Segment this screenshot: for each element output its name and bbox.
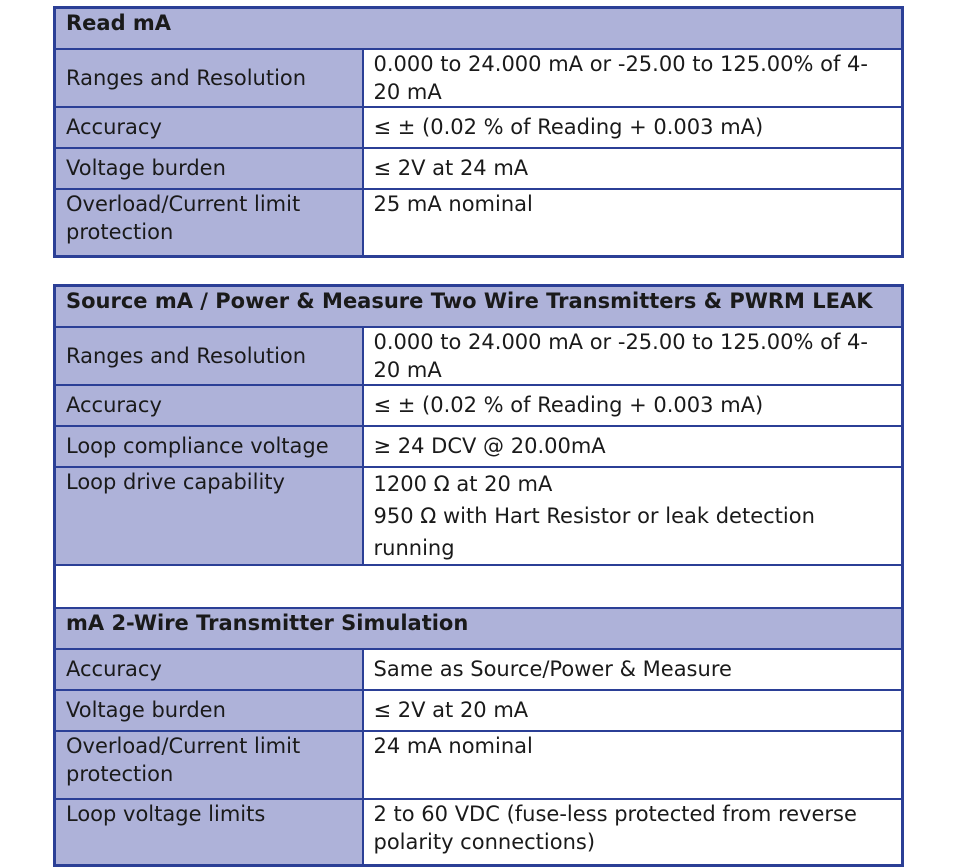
transmitter-sim-title: mA 2-Wire Transmitter Simulation — [55, 608, 903, 649]
table-row — [55, 49, 903, 107]
row-value: 0.000 to 24.000 mA or -25.00 to 125.00% of 4-20 mA — [363, 49, 903, 107]
row-label: Overload/Current limit protection — [55, 731, 363, 799]
row-label: Accuracy — [55, 649, 363, 690]
value-line: 950 Ω with Hart Resistor or leak detection running — [373, 503, 815, 560]
read-ma-table — [53, 6, 904, 258]
source-ma-title: Source mA / Power & Measure Two Wire Transmitters & PWRM LEAK — [55, 286, 903, 327]
row-label: Voltage burden — [55, 690, 363, 731]
row-value: ≤ ± (0.02 % of Reading + 0.003 mA) — [363, 107, 903, 148]
source-ma-table — [53, 284, 904, 867]
row-label: Accuracy — [55, 385, 363, 426]
read-ma-title: Read mA — [55, 8, 903, 49]
row-value: 0.000 to 24.000 mA or -25.00 to 125.00% of 4-20 mA — [363, 327, 903, 385]
value-line: 1200 Ω at 20 mA — [373, 471, 553, 496]
table-row — [55, 731, 903, 799]
table-spacer — [55, 565, 903, 608]
row-value — [363, 467, 903, 565]
table-row — [55, 107, 903, 148]
row-label: Loop compliance voltage — [55, 426, 363, 467]
table-row — [55, 385, 903, 426]
row-value: 2 to 60 VDC (fuse-less protected from reverse polarity connections) — [363, 799, 903, 866]
table-row — [55, 148, 903, 189]
table-row — [55, 327, 903, 385]
table-row — [55, 467, 903, 565]
row-label: Ranges and Resolution — [55, 49, 363, 107]
row-value: ≤ 2V at 24 mA — [363, 148, 903, 189]
table-row — [55, 426, 903, 467]
table-row — [55, 189, 903, 257]
row-value: 25 mA nominal — [363, 189, 903, 257]
row-value: ≤ 2V at 20 mA — [363, 690, 903, 731]
row-label: Overload/Current limit protection — [55, 189, 363, 257]
row-value: ≥ 24 DCV @ 20.00mA — [363, 426, 903, 467]
row-value: Same as Source/Power & Measure — [363, 649, 903, 690]
table-row — [55, 649, 903, 690]
row-label: Loop voltage limits — [55, 799, 363, 866]
row-value: 24 mA nominal — [363, 731, 903, 799]
row-label: Loop drive capability — [55, 467, 363, 565]
table-row — [55, 799, 903, 866]
table-row — [55, 690, 903, 731]
row-value: ≤ ± (0.02 % of Reading + 0.003 mA) — [363, 385, 903, 426]
row-label: Ranges and Resolution — [55, 327, 363, 385]
row-label: Accuracy — [55, 107, 363, 148]
row-label: Voltage burden — [55, 148, 363, 189]
